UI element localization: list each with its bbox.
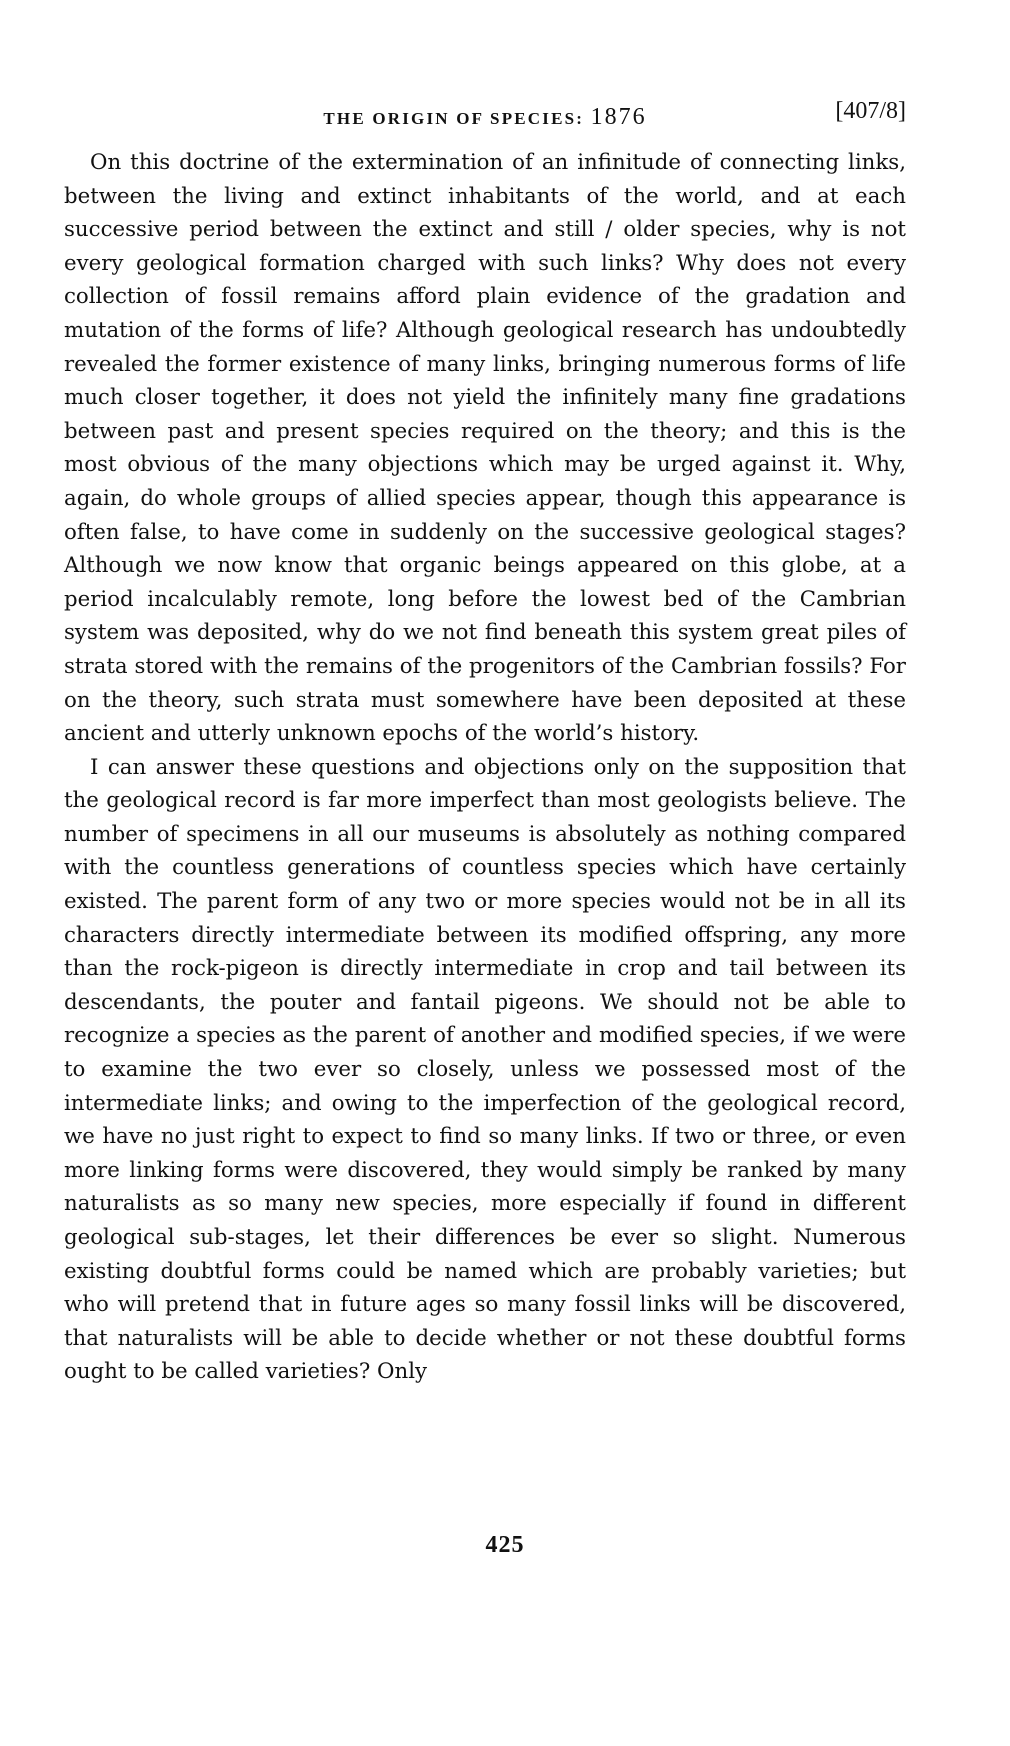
page-number: 425: [485, 1532, 525, 1558]
body-text: [64, 146, 906, 1389]
page-reference: [407/8]: [835, 98, 906, 124]
paragraph: On this doctrine of the extermination of an infinitude of connecting links, between the living and extinct inhabitants of the world, and at each successive period between the extinct and still / older species, why is not every geological formation charged with such links? Why does not every collection of fossil remains afford plain evidence of the gradation and mutation of the forms of life? Although geological research has undoubtedly revealed the former existence of many links, bringing numerous forms of life much closer together, it does not yield the infinitely many fine gradations between past and present species required on the theory; and this is the most obvious of the many objections which may be urged against it. Why, again, do whole groups of allied species appear, though this appearance is often false, to have come in suddenly on the successive geological stages? Although we now know that organic beings appeared on this globe, at a period incalculably remote, long before the lowest bed of the Cambrian system was deposited, why do we not find beneath this system great piles of strata stored with the remains of the progenitors of the Cambrian fossils? For on the theory, such strata must somewhere have been deposited at these ancient and utterly unknown epochs of the world’s history.: [64, 150, 906, 747]
running-title-text: THE ORIGIN OF SPECIES:: [323, 109, 585, 128]
running-title-year: 1876: [590, 104, 647, 130]
running-header: [64, 98, 906, 132]
paragraph: I can answer these questions and objections only on the supposition that the geological record is far more imperfect than most geologists believe. The number of specimens in all our museums is absolutely as nothing compared with the countless generations of countless species which have certainly existed. The parent form of any two or more species would not be in all its characters directly intermediate between its modified offspring, any more than the rock-pigeon is directly intermediate in crop and tail between its descendants, the pouter and fantail pigeons. We should not be able to recognize a species as the parent of another and modified species, if we were to examine the two ever so closely, unless we possessed most of the intermediate links; and owing to the imperfection of the geological record, we have no just right to expect to find so many links. If two or three, or even more linking forms were discovered, they would simply be ranked by many naturalists as so many new species, more especially if found in different geological sub-stages, let their differences be ever so slight. Numerous existing doubtful forms could be named which are probably varieties; but who will pretend that in future ages so many fossil links will be discovered, that naturalists will be able to decide whether or not these doubtful forms ought to be called varieties? Only: [64, 754, 906, 1385]
running-title: [64, 104, 906, 131]
